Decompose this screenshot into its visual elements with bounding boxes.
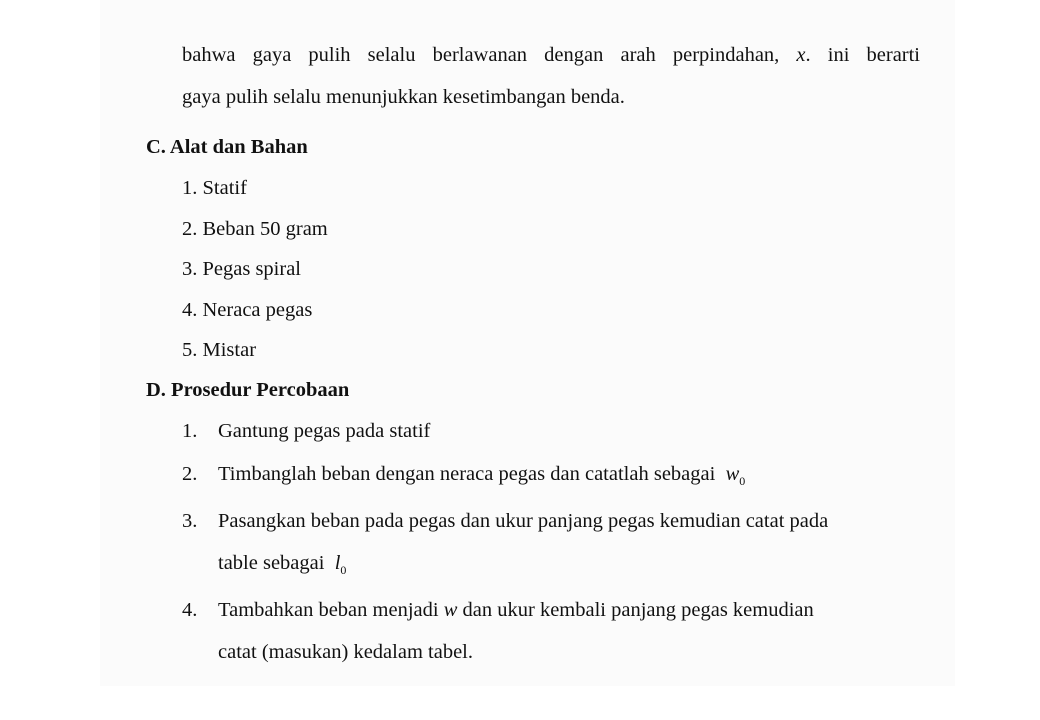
list-item: 4. Neraca pegas	[182, 299, 313, 321]
step-text: Tambahkan beban menjadi w dan ukur kembali panjang pegas kemudian	[218, 599, 814, 621]
step-number: 4.	[182, 599, 198, 621]
variable-x: x	[796, 44, 806, 66]
intro-line-1: bahwa gaya pulih selalu berlawanan dengan arah perpindahan, x. ini berarti	[182, 44, 921, 66]
section-c-heading: C. Alat dan Bahan	[146, 136, 308, 158]
list-item: 5. Mistar	[182, 339, 257, 361]
section-d-heading: D. Prosedur Percobaan	[146, 379, 350, 401]
variable-l: $l_0$	[334, 552, 347, 577]
step-text: Gantung pegas pada statif	[218, 420, 431, 442]
variable-w: w	[443, 599, 458, 621]
intro-line-2: gaya pulih selalu menunjukkan kesetimbangan benda.	[182, 86, 625, 108]
variable-w: $w_0$	[725, 463, 746, 488]
step-text: Pasangkan beban pada pegas dan ukur panjang pegas kemudian catat pada	[218, 510, 829, 532]
list-item: 3. Pegas spiral	[182, 258, 301, 280]
step-number: 3.	[182, 510, 198, 532]
list-item: 2. Beban 50 gram	[182, 218, 328, 240]
step-text: Timbanglah beban dengan neraca pegas dan catatlah sebagai $w_0$	[218, 463, 746, 488]
list-item: 1. Statif	[182, 177, 247, 199]
step-number: 1.	[182, 420, 198, 442]
step-text-continuation: catat (masukan) kedalam tabel.	[218, 641, 473, 663]
step-text-continuation: table sebagai $l_0$	[218, 552, 347, 577]
step-number: 2.	[182, 463, 198, 485]
